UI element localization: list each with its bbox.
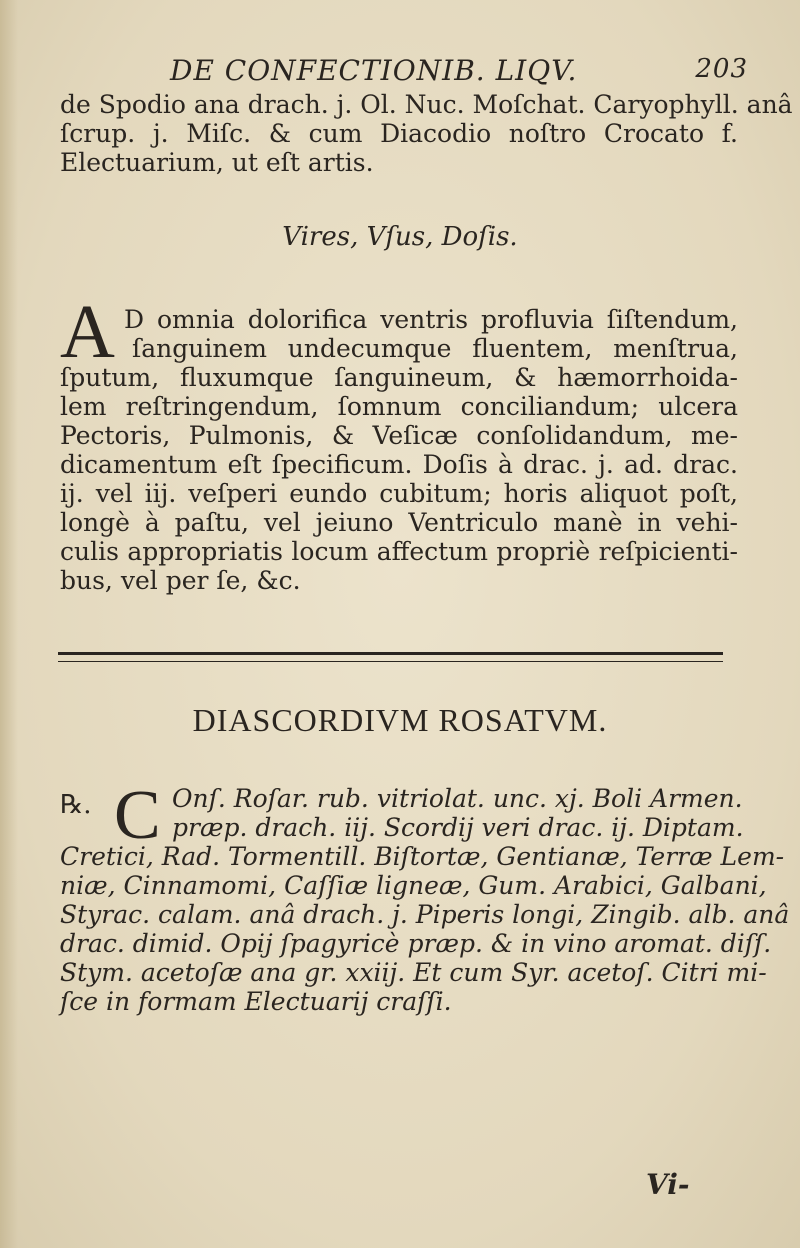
text-line: ſcrup. j. Miſc. & cum Diacodio noſtro Crocato f. bbox=[60, 119, 738, 148]
text-line: de Spodio ana drach. j. Ol. Nuc. Moſchat. Caryophyll. anâ bbox=[60, 90, 793, 119]
catchword: Vi- bbox=[646, 1168, 690, 1201]
top-paragraph bbox=[60, 90, 793, 177]
text-line: culis appropriatis locum affectum propriè reſpicienti- bbox=[60, 537, 738, 566]
text-line: Pectoris, Pulmonis, & Veſicæ conſolidandum, me- bbox=[60, 421, 738, 450]
drop-cap-c: C bbox=[114, 777, 161, 854]
section-divider bbox=[58, 652, 723, 662]
text-line: ſce in formam Electuarij craſſi. bbox=[60, 987, 452, 1016]
text-line: Electuarium, ut eſt artis. bbox=[60, 148, 374, 177]
text-line: drac. dimid. Opij ſpagyricè præp. & in vino aromat. diſſ. bbox=[60, 929, 772, 958]
page-number: 203 bbox=[695, 54, 748, 84]
recipe-symbol: ℞. bbox=[60, 790, 92, 820]
vires-paragraph bbox=[60, 305, 738, 595]
text-line: Cretici, Rad. Tormentill. Biſtortæ, Gentianæ, Terræ Lem- bbox=[60, 842, 785, 871]
recipe-paragraph bbox=[60, 784, 790, 1016]
text-line: niæ, Cinnamomi, Caſſiæ ligneæ, Gum. Arabici, Galbani, bbox=[60, 871, 767, 900]
text-line: præp. drach. iij. Scordij veri drac. ij. Diptam. bbox=[172, 813, 744, 842]
text-line: lem reſtringendum, ſomnum conciliandum; ulcera bbox=[60, 392, 738, 421]
text-line: dicamentum eſt ſpecificum. Doſis à drac. j. ad. drac. bbox=[60, 450, 738, 479]
text-line: longè à paſtu, vel jeiuno Ventriculo manè in vehi- bbox=[60, 508, 738, 537]
drop-cap-a: A bbox=[60, 290, 115, 374]
recipe-title: DIASCORDIVM ROSATVM. bbox=[192, 702, 608, 738]
page-gutter-shadow bbox=[0, 0, 18, 1248]
section-heading: Vires, Vſus, Doſis. bbox=[282, 222, 518, 252]
text-line: Stym. acetoſæ ana gr. xxiij. Et cum Syr. acetoſ. Citri mi- bbox=[60, 958, 767, 987]
text-line: Onſ. Roſar. rub. vitriolat. unc. xj. Boli Armen. bbox=[172, 784, 743, 813]
text-line: D omnia dolorifica ventris profluvia ſiſtendum, bbox=[124, 305, 738, 334]
text-line: Styrac. calam. anâ drach. j. Piperis longi, Zingib. alb. anâ bbox=[60, 900, 790, 929]
text-line: ſputum, fluxumque ſanguineum, & hæmorrhoida- bbox=[60, 363, 738, 392]
text-line: bus, vel per ſe, &c. bbox=[60, 566, 301, 595]
text-line: ij. vel iij. veſperi eundo cubitum; horis aliquot poſt, bbox=[60, 479, 738, 508]
header-title: DE CONFECTIONIB. LIQV. bbox=[170, 54, 578, 87]
running-header bbox=[170, 54, 770, 87]
text-line: ſanguinem undecumque fluentem, menſtrua, bbox=[132, 334, 738, 363]
